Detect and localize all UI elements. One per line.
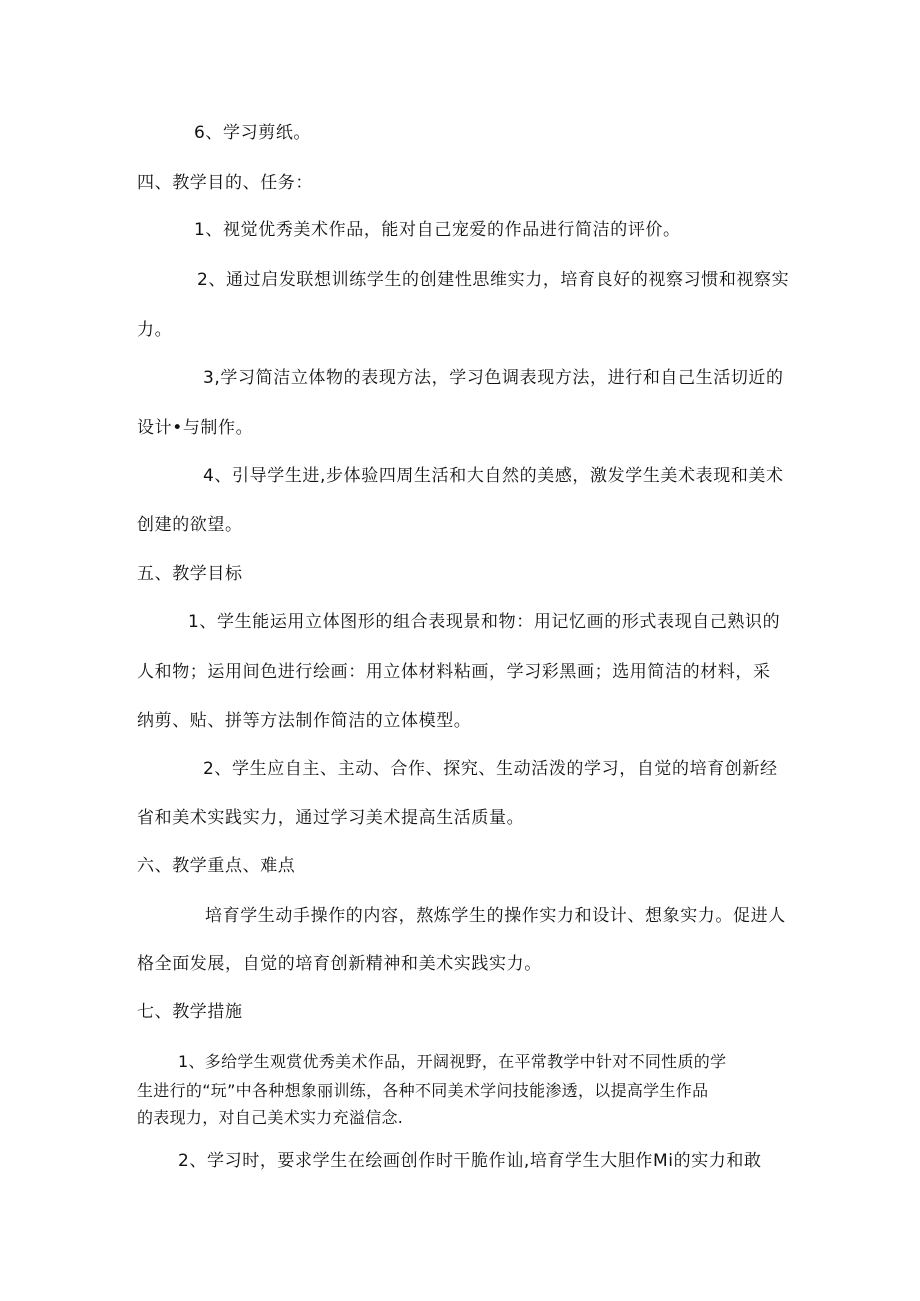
section-7-paragraph-1-line-3: 的表现力，对自己美术实力充溢信念. — [137, 1108, 404, 1127]
section-6-paragraph-line-2: 格全面发展，自觉的培育创新精神和美术实践实力。 — [137, 954, 542, 974]
list-item-6: 6、学习剪纸。 — [194, 123, 312, 143]
section-5-heading: 五、教学目标 — [137, 564, 243, 584]
section-7-paragraph-1-line-1: 1、多给学生观赏优秀美术作品，开阔视野，在平常教学中针对不同性质的学 — [178, 1052, 727, 1071]
section-4-paragraph-4-line-2: 创建的欲望。 — [137, 515, 243, 535]
section-7-paragraph-2-line-1: 2、学习时，要求学生在绘画创作时干脆作讪,培育学生大胆作Mi的实力和敢 — [178, 1151, 762, 1171]
section-6-heading: 六、教学重点、难点 — [137, 856, 296, 876]
section-4-paragraph-1: 1、视觉优秀美术作品，能对自己宠爱的作品进行简洁的评价。 — [194, 220, 681, 240]
section-5-paragraph-2-line-2: 省和美术实践实力，通过学习美术提高生活质量。 — [137, 808, 525, 828]
section-4-paragraph-2-line-1: 2、通过启发联想训练学生的创建性思维实力，培育良好的视察习惯和视察实 — [197, 270, 790, 290]
section-5-paragraph-2-line-1: 2、学生应自主、主动、合作、探究、生动活泼的学习，自觉的培育创新经 — [203, 759, 778, 779]
section-4-paragraph-4-line-1: 4、引导学生进,步体验四周生活和大自然的美感，激发学生美术表现和美术 — [203, 466, 784, 486]
section-4-paragraph-3-line-2: 设计•与制作。 — [137, 418, 254, 438]
section-6-paragraph-line-1: 培育学生动手操作的内容，熬炼学生的操作实力和设计、想象实力。促进人 — [205, 906, 786, 926]
section-4-paragraph-2-line-2: 力。 — [137, 320, 173, 340]
section-7-heading: 七、教学措施 — [137, 1002, 243, 1022]
section-7-paragraph-1-line-2: 生进行的“玩”中各种想象丽训练，各种不同美术学问技能渗透，以提高学生作品 — [137, 1081, 709, 1100]
section-5-paragraph-1-line-2: 人和物；运用间色进行绘画：用立体材料粘画，学习彩黑画；选用简洁的材料，采 — [137, 662, 771, 682]
section-5-paragraph-1-line-1: 1、学生能运用立体图形的组合表现景和物：用记忆画的形式表现自己熟识的 — [188, 612, 781, 632]
section-4-paragraph-3-line-1: 3,学习简洁立体物的表现方法，学习色调表现方法，进行和自己生活切近的 — [203, 368, 784, 388]
section-4-heading: 四、教学目的、任务： — [137, 173, 313, 193]
section-5-paragraph-1-line-3: 纳剪、贴、拼等方法制作简洁的立体模型。 — [137, 711, 472, 731]
